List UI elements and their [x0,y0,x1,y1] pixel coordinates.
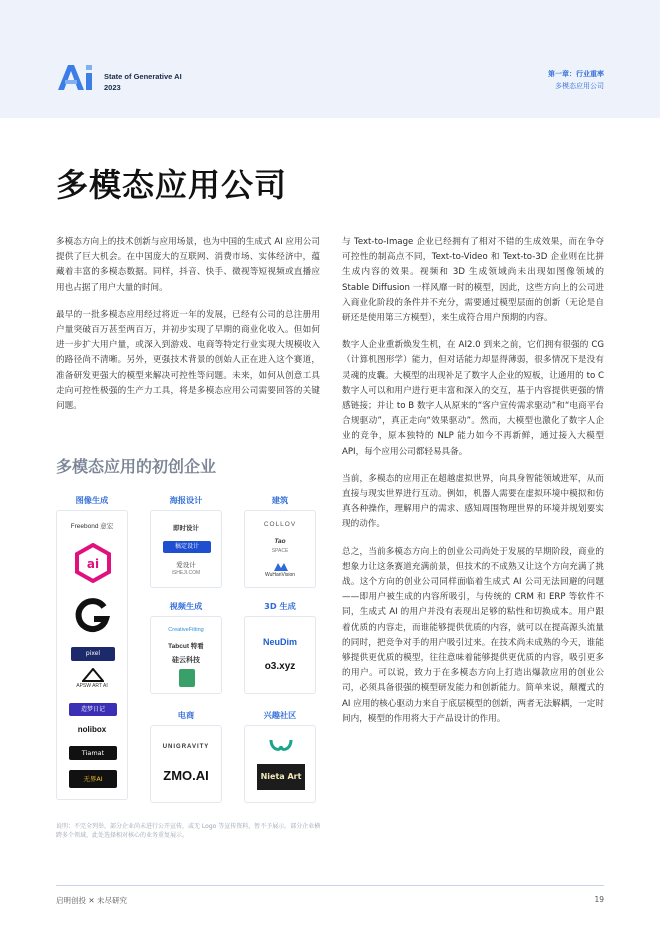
logo-wuhanvision: WuHanVision [264,572,296,578]
logo-guiyun: 硅云科技 [172,657,200,664]
chapter-label: 第一章：行业重率 [548,70,604,78]
startups-heading: 多模态应用的初创企业 [56,457,217,476]
ai-hexagon-logo-icon [75,543,111,587]
paragraph: 与 Text-to-Image 企业已经拥有了相对不错的生成效果，而在争夺可控性的制高点不同，Text-to-Video 和 Text-to-3D 企业则在比拼生成内容的效果。视频和 3D 生成领域尚未出现如图像领域的 Stable Diffusion 一样风靡一时的模型，因此，这些方向上的公司进入商业化阶段的条件并不充分，需要通过模型层面的创新（无论是自研还是使用第三方模型），来生成符合用户预期的内容。 [342,237,604,324]
paragraph: 多模态方向上的技术创新与应用场景，也为中国的生成式 AI 应用公司提供了巨大机会。在中国庞大的互联网、消费市场、实体经济中，蕴藏着丰富的多模态数据。同样，抖音、快手、微视等短视频或直播应用也占据了用户大量的时间。 [56,237,320,293]
paragraph: 当前，多模态的应用正在超越虚拟世界，向具身智能领域进军，从而直接与现实世界进行互动。例如，机器人需要在虚拟环境中模拟和仿真各种操作，理解用户的需求、感知周围物理世界的环境并规划要实现的动作。 [342,473,604,530]
architecture-card [244,510,316,588]
category-video-generation: 视频生成 [169,601,203,611]
page-number: 19 [594,895,604,904]
logo-unigravity: UNIGRAVITY [162,744,210,750]
ecommerce-card [150,725,222,803]
logo-aisheji-sub: iSHEJI.COM [171,570,201,576]
footer-divider [56,885,604,886]
logo-nieta-art: Nieta Art [257,764,305,790]
paragraph: 最早的一批多模态应用经过将近一年的发展，已经有公司的总注册用户量突破百万甚至两百万，并初步实现了早期的商业化收入。但如何进一步扩大用户量，或深入到游戏、电商等特定行业实现大规模收入的路径尚不清晰。另外，更强技术背景的创始人正在进入这个赛道，准备研发更强大的模型来解决可控性等问题。未来，如何从创意工具走向可控性极强的生产力工具，将是多模态应用公司需要回答的关键问题。 [56,309,320,412]
logo-tag: 造梦日记 [69,703,117,716]
footnote: 说明：不完全列举，部分企业尚未进行公开宣传，或无 Logo 等宣传资料，暂不予展示。部分企业横跨多个领域，此处选择相对核心的业务重复展示。 [56,823,321,839]
left-column [56,235,320,426]
logo-gaoding: 稿定设计 [163,541,211,553]
logo-zmoai: ZMO.AI [163,768,209,783]
section-indicator [548,68,604,92]
ai-logo-icon [56,62,98,96]
logo-tabcut: Tabcut 特看 [168,643,204,650]
nieta-logo-icon [268,736,294,760]
report-title-block [104,71,182,93]
footer-source: 启明创投 ✕ 未尽研究 [56,896,128,905]
header-band [0,0,660,118]
logo-creativefitting: CreativeFitting [168,627,204,633]
page-title: 多模态应用公司 [56,166,288,204]
video-generation-card [150,616,222,694]
logo-wujie: 无界AI [69,770,117,788]
section-label: 多模态应用公司 [555,82,604,90]
category-interest-community: 兴趣社区 [263,710,297,720]
logo-collov: COLLOV [263,521,297,528]
paragraph: 数字人企业重新焕发生机，在 AI2.0 到来之前，它们拥有很强的 CG（计算机图形学）能力，但对话能力却显得薄弱，很多情况下是没有灵魂的皮囊。大模型的出现补足了数字人企业的短板，让通用的 to C 数字人可以和用户进行更丰富和深入的交互，基于内容提供更强的情感链接；并让 to B 数字人从原来的“客户宣传需求驱动”和“电商平台合规驱动”，真正走向“效果驱动”。然而，大模型也激化了数字人企业的竞争，原本独特的 NLP 能力如今不再新鲜，通过接入大模型 API，每个应用公司都轻易具备。 [342,340,604,457]
logo-nolibox: nolibox [77,725,107,734]
category-image-generation: 图像生成 [75,495,109,505]
image-generation-card [56,510,128,800]
category-ecommerce: 电商 [177,710,195,720]
right-column [342,235,604,739]
poster-design-card [150,510,222,588]
paragraph: 总之，当前多模态方向上的创业公司尚处于发展的早期阶段，商业的想象力让这条赛道充满前景，但技术的不成熟又让这个方向充满了挑战。这个方向的创业公司同样面临着生成式 AI 公司无法回避的问题——即用户被生成的内容所吸引，与传统的 CRM 和 ERP 等软件不同，生成式 AI 的用户并没有表现出足够的粘性和切换成本。用户跟着优质的内容走，而谁能够提供优质的内容，就可以在提高源头流量的同时，把竞争对手的用户吸引过来。在技术尚未成熟的今天，谁能够提供更优质的模型，往往意味着能够提供更优质的内容，吸引更多的用户。可以说，致力于在多模态方向上打造出爆款应用的创业公司，必须具备很强的模型研发能力和创新能力。简单来说，颠覆式的 AI 应用的核心驱动力来自于底层模型的创新，两者无法解耦，一定时间内，模型的作用将大于产品设计的作用。 [342,546,604,724]
logo-aisheji: 爱设计 [176,562,196,569]
category-poster-design: 海报设计 [169,495,203,505]
category-3d-generation: 3D 生成 [264,601,296,611]
logo-jishi: 即时设计 [173,525,199,532]
logo-o3xyz: o3.xyz [264,661,296,672]
logo-tao-sub: SPACE [271,548,289,554]
svg-text:ai: ai [86,557,100,571]
report-year: 2023 [104,83,121,92]
interest-community-card [244,725,316,803]
3d-generation-card [244,616,316,694]
logo-neudim: NeuDim [262,637,297,647]
report-title: State of Generative AI [104,72,182,81]
logo-freebond: Freebond 意宏 [70,523,114,530]
video-startup-logo-icon [179,669,195,687]
logo-pixel: pixel [71,647,115,661]
g-logo-icon [74,597,112,639]
logo-tiamat: Tiamat [69,746,117,760]
logo-apsw: APSW ART AI [76,683,108,689]
category-architecture: 建筑 [271,495,289,505]
logo-tao: Tao [274,538,286,545]
